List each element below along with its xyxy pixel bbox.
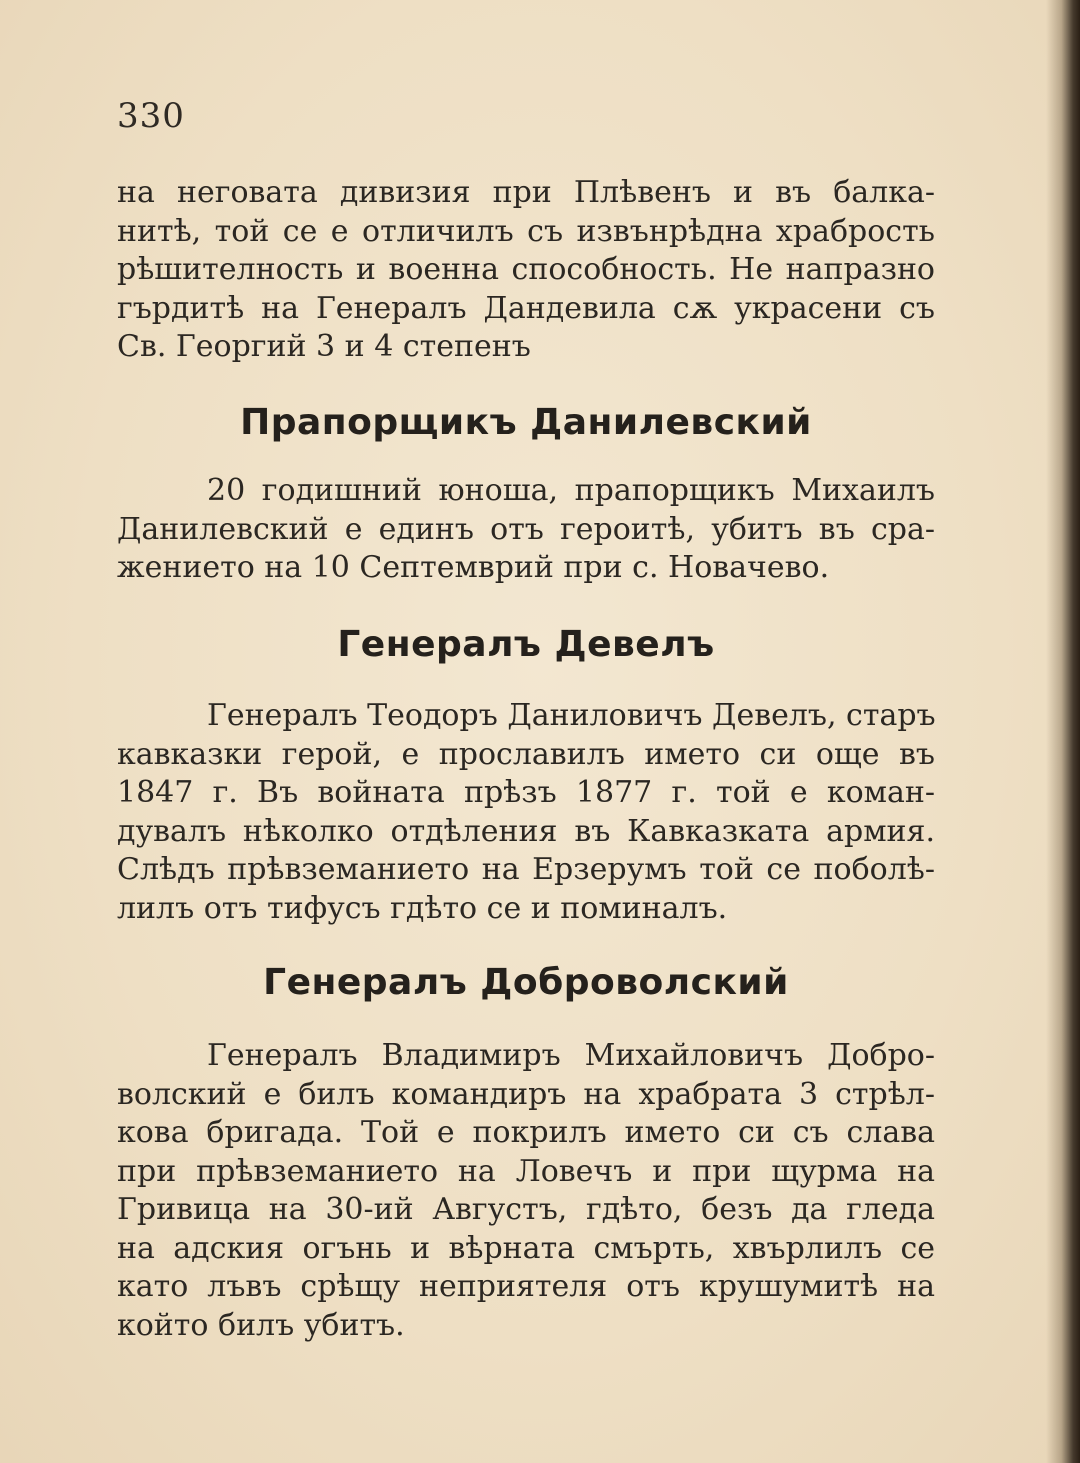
text-line: волский е билъ командиръ на храбрата 3 стрѣл-	[117, 1076, 935, 1112]
text-line: Слѣдъ прѣвземанието на Ерзерумъ той се поболѣ-	[117, 852, 935, 887]
paragraph-dandevil-continued	[117, 174, 935, 367]
book-spine-shadow	[1046, 0, 1080, 1463]
section-heading-danilevsky: Прапорщикъ Данилевский	[240, 402, 812, 443]
paragraph-danilevsky	[117, 472, 935, 588]
text-line: дувалъ нѣколко отдѣления въ Кавказката армия.	[117, 813, 935, 849]
page-number: 330	[117, 96, 185, 136]
text-line: Генералъ Теодоръ Даниловичъ Девелъ, старъ	[207, 698, 936, 733]
text-line: 20 годишний юноша, прапорщикъ Михаилъ	[207, 473, 935, 508]
text-line: жението на 10 Септемврий при с. Новачево.	[117, 550, 830, 585]
paragraph-dobrovolsky	[117, 1037, 935, 1345]
text-line: кавказки герой, е прославилъ името си още въ	[117, 736, 935, 772]
text-line: Генералъ Владимиръ Михайловичъ Добро-	[207, 1038, 935, 1073]
text-line: Гривица на 30-ий Августъ, гдѣто, безъ да гледа	[117, 1192, 935, 1227]
text-line: Св. Георгий 3 и 4 степенъ	[117, 329, 531, 364]
text-line: гърдитѣ на Генералъ Дандевила сѫ украсени съ	[117, 290, 935, 326]
section-heading-devel: Генералъ Девелъ	[337, 624, 715, 665]
text-line: рѣшителность и военна способность. Не напразно	[117, 252, 935, 287]
text-line: Данилевский е единъ отъ героитѣ, убитъ въ сра-	[117, 511, 935, 547]
text-line: кова бригада. Той е покрилъ името си съ слава	[117, 1115, 935, 1150]
text-line: като лъвъ срѣщу неприятеля отъ крушумитѣ на	[117, 1269, 935, 1304]
section-heading-dobrovolsky: Генералъ Доброволский	[263, 962, 789, 1003]
text-line: нитѣ, той се е отличилъ съ извънрѣдна храбрость	[117, 213, 935, 249]
text-line: лилъ отъ тифусъ гдѣто се и поминалъ.	[117, 890, 728, 926]
text-line: 1847 г. Въ войната прѣзъ 1877 г. той е коман-	[117, 775, 935, 810]
text-line: на неговата дивизия при Плѣвенъ и въ балка-	[117, 175, 935, 210]
text-line: който билъ убитъ.	[117, 1307, 405, 1343]
text-line: на адския огънь и вѣрната смърть, хвърлилъ се	[117, 1230, 935, 1266]
text-line: при прѣвземанието на Ловечъ и при щурма на	[117, 1153, 935, 1189]
paragraph-devel	[117, 697, 935, 928]
